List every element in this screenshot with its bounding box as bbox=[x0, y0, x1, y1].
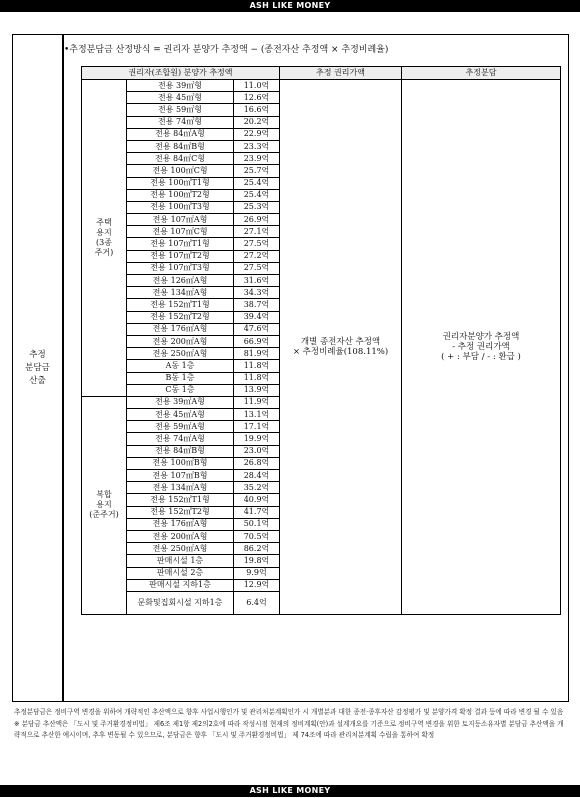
unit-price: 12.9억 bbox=[234, 579, 280, 591]
footnote-2: ※ 분담금 추산액은 「도시 및 주거환경정비법」 제6조 제1항 제2의2호에 따라 작성시점 현재의 정비계획(안)과 설계개요를 기준으로 정비구역 변경을 위한 토지등소유자별 분담금 추산액을 개략적으로 추산한 예시이며, 추후 변동될 수 있으므로, 분담금은 향후 「도시 및 주거환경정비법」 제 74조에 따라 관리처분계획 수립을 통하여 확정 bbox=[14, 719, 564, 739]
unit-type: 전용 100㎡T3형 bbox=[127, 201, 234, 213]
unit-price: 11.9억 bbox=[234, 396, 280, 408]
unit-price: 34.3억 bbox=[234, 287, 280, 299]
unit-type: A동 1층 bbox=[127, 360, 234, 372]
unit-price: 38.7억 bbox=[234, 299, 280, 311]
unit-type: 판매시설 1층 bbox=[127, 555, 234, 567]
unit-price: 70.5억 bbox=[234, 530, 280, 542]
unit-price: 41.7억 bbox=[234, 506, 280, 518]
unit-price: 25.3억 bbox=[234, 201, 280, 213]
unit-price: 19.8억 bbox=[234, 555, 280, 567]
unit-type: 전용 134㎡A형 bbox=[127, 482, 234, 494]
unit-price: 26.8억 bbox=[234, 457, 280, 469]
rights-value-formula: 개별 종전자산 추정액 × 추정비례율(108.11%) bbox=[280, 80, 402, 615]
unit-type: 전용 45㎡A형 bbox=[127, 409, 234, 421]
bottom-banner: ASH LIKE MONEY bbox=[0, 785, 580, 797]
unit-type: 전용 134㎡A형 bbox=[127, 287, 234, 299]
unit-price: 27.2억 bbox=[234, 250, 280, 262]
unit-type: 전용 84㎡B형 bbox=[127, 445, 234, 457]
unit-price: 22.9억 bbox=[234, 128, 280, 140]
unit-type: 판매시설 지하1층 bbox=[127, 579, 234, 591]
unit-price: 13.9억 bbox=[234, 384, 280, 396]
unit-price: 26.9억 bbox=[234, 214, 280, 226]
zone-label: 복합 용지 (준주거) bbox=[82, 396, 127, 614]
unit-type: C동 1층 bbox=[127, 384, 234, 396]
unit-type: 전용 84㎡A형 bbox=[127, 128, 234, 140]
unit-type: 전용 100㎡T1형 bbox=[127, 177, 234, 189]
unit-price: 27.1억 bbox=[234, 226, 280, 238]
unit-type: 판매시설 2층 bbox=[127, 567, 234, 579]
unit-price: 23.9억 bbox=[234, 153, 280, 165]
unit-price: 50.1억 bbox=[234, 518, 280, 530]
unit-type: 전용 176㎡A형 bbox=[127, 518, 234, 530]
unit-price: 25.4억 bbox=[234, 177, 280, 189]
unit-type: 전용 45㎡형 bbox=[127, 92, 234, 104]
unit-type: 전용 152㎡T2형 bbox=[127, 311, 234, 323]
unit-price: 13.1억 bbox=[234, 409, 280, 421]
unit-price: 9.9억 bbox=[234, 567, 280, 579]
unit-type: 전용 250㎡A형 bbox=[127, 543, 234, 555]
unit-price: 25.7억 bbox=[234, 165, 280, 177]
unit-type: 전용 74㎡형 bbox=[127, 116, 234, 128]
unit-type: 전용 84㎡C형 bbox=[127, 153, 234, 165]
unit-type: 전용 100㎡B형 bbox=[127, 457, 234, 469]
unit-type: 전용 100㎡T2형 bbox=[127, 189, 234, 201]
unit-price: 20.2억 bbox=[234, 116, 280, 128]
header-price: 권리자(조합원) 분양가 추정액 bbox=[82, 67, 280, 80]
unit-price: 11.8억 bbox=[234, 372, 280, 384]
unit-price: 47.6억 bbox=[234, 323, 280, 335]
unit-type: 전용 107㎡T3형 bbox=[127, 262, 234, 274]
unit-price: 16.6억 bbox=[234, 104, 280, 116]
formula-text: •추정분담금 산정방식 = 권리자 분양가 추정액 − (종전자산 추정액 × 추정비례율) bbox=[64, 45, 389, 55]
unit-type: 문화및집회시설 지하1층 bbox=[127, 591, 234, 614]
unit-type: 전용 100㎡C형 bbox=[127, 165, 234, 177]
unit-type: 전용 84㎡B형 bbox=[127, 140, 234, 152]
unit-price: 25.4억 bbox=[234, 189, 280, 201]
unit-price: 23.0억 bbox=[234, 445, 280, 457]
unit-price: 11.8억 bbox=[234, 360, 280, 372]
unit-type: 전용 107㎡A형 bbox=[127, 214, 234, 226]
contribution-formula: 권리자분양가 추정액 - 추정 권리가액 ( + : 부담 / - : 환급 ) bbox=[402, 80, 561, 615]
table-row bbox=[82, 80, 561, 92]
unit-price: 6.4억 bbox=[234, 591, 280, 614]
unit-price: 86.2억 bbox=[234, 543, 280, 555]
unit-price: 31.6억 bbox=[234, 275, 280, 287]
unit-type: 전용 126㎡A형 bbox=[127, 275, 234, 287]
zone-label: 주택 용지 (3종 주거) bbox=[82, 80, 127, 397]
section-label-cell bbox=[13, 35, 64, 701]
footnotes bbox=[14, 707, 567, 742]
unit-price: 19.9억 bbox=[234, 433, 280, 445]
unit-price: 28.4억 bbox=[234, 470, 280, 482]
unit-type: 전용 74㎡A형 bbox=[127, 433, 234, 445]
unit-price: 27.5억 bbox=[234, 238, 280, 250]
unit-type: 전용 200㎡A형 bbox=[127, 335, 234, 347]
unit-price: 35.2억 bbox=[234, 482, 280, 494]
header-rights-value: 추정 권리가액 bbox=[280, 67, 402, 80]
unit-type: 전용 107㎡B형 bbox=[127, 470, 234, 482]
header-contribution: 추정분담 bbox=[402, 67, 561, 80]
section-label: 추정 분담금 산출 bbox=[25, 349, 50, 386]
unit-type: 전용 152㎡T1형 bbox=[127, 494, 234, 506]
unit-type: 전용 107㎡T2형 bbox=[127, 250, 234, 262]
table-body bbox=[82, 80, 561, 615]
unit-price: 39.4억 bbox=[234, 311, 280, 323]
unit-price: 23.3억 bbox=[234, 140, 280, 152]
unit-price: 11.0억 bbox=[234, 80, 280, 92]
unit-type: 전용 152㎡T1형 bbox=[127, 299, 234, 311]
unit-price: 66.9억 bbox=[234, 335, 280, 347]
table-header-row bbox=[82, 67, 561, 80]
unit-type: 전용 107㎡T1형 bbox=[127, 238, 234, 250]
top-banner: ASH LIKE MONEY bbox=[0, 0, 580, 12]
unit-type: 전용 39㎡형 bbox=[127, 80, 234, 92]
unit-type: 전용 107㎡C형 bbox=[127, 226, 234, 238]
footnote-1: 추정분담금은 정비구역 변경을 위하여 개략적인 추산액으로 향후 사업시행인가 및 관리처분계획인가 시 개별분과 대한 종전·종후자산 감정평가 및 분양가격 확정 결과 등에 따라 변경 될 수 있음 bbox=[14, 708, 564, 716]
unit-type: 전용 250㎡A형 bbox=[127, 348, 234, 360]
unit-price: 17.1억 bbox=[234, 421, 280, 433]
unit-type: 전용 176㎡A형 bbox=[127, 323, 234, 335]
unit-price: 12.6억 bbox=[234, 92, 280, 104]
unit-type: 전용 152㎡T2형 bbox=[127, 506, 234, 518]
unit-type: 전용 39㎡A형 bbox=[127, 396, 234, 408]
unit-type: B동 1층 bbox=[127, 372, 234, 384]
unit-price: 81.9억 bbox=[234, 348, 280, 360]
unit-type: 전용 200㎡A형 bbox=[127, 530, 234, 542]
unit-type: 전용 59㎡A형 bbox=[127, 421, 234, 433]
unit-price: 40.9억 bbox=[234, 494, 280, 506]
unit-type: 전용 59㎡형 bbox=[127, 104, 234, 116]
unit-price: 27.5억 bbox=[234, 262, 280, 274]
contribution-table bbox=[81, 66, 561, 615]
